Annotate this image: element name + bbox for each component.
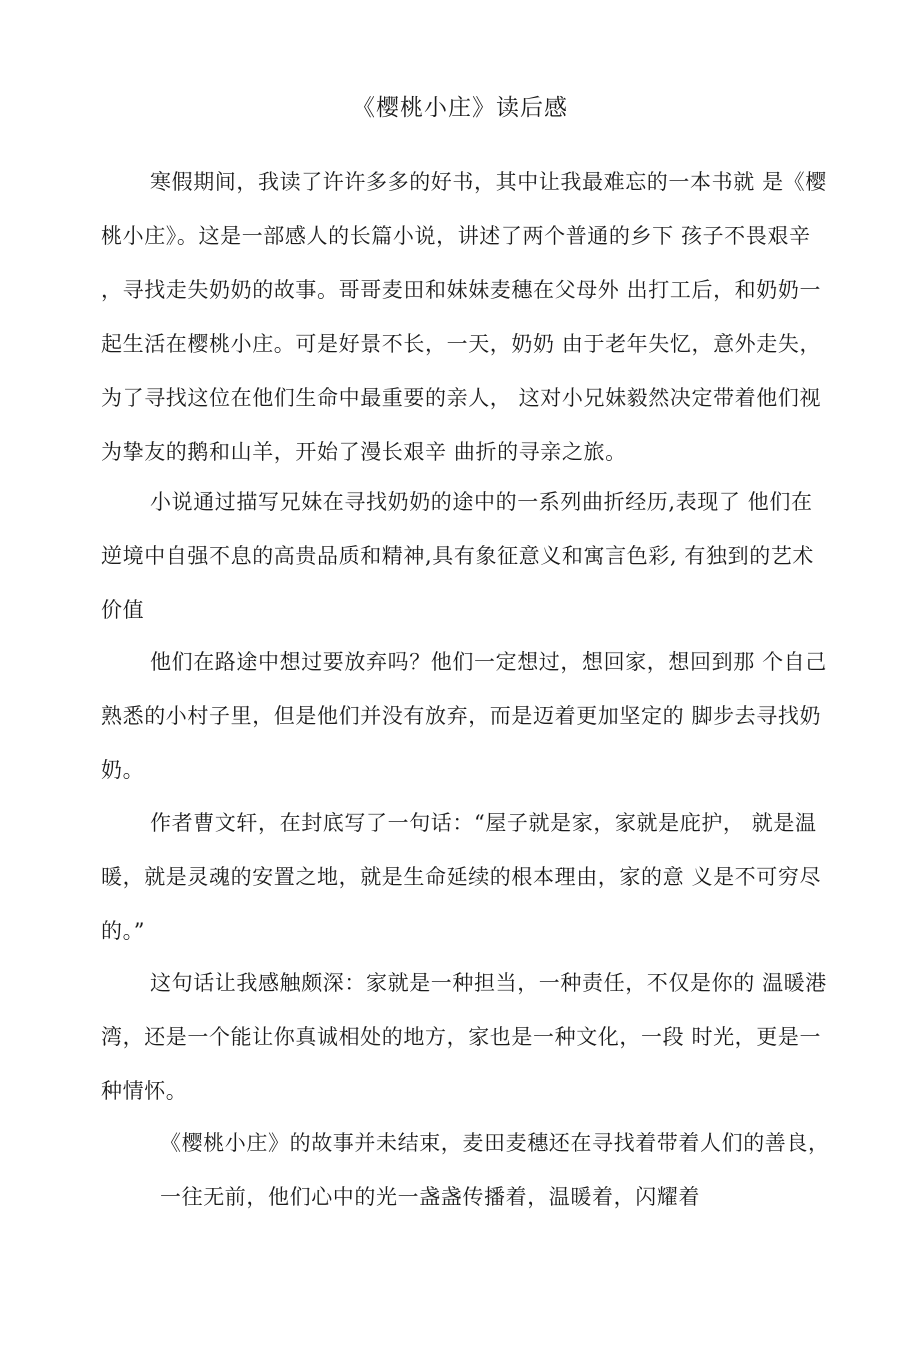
paragraph-3-line-1: 他们在路途中想过要放弃吗？他们一定想过，想回家，想回到那 个自己 (150, 650, 827, 674)
paragraph-1-line-1: 寒假期间，我读了许许多多的好书，其中让我最难忘的一本书就 是《樱 (150, 170, 827, 194)
paragraph-4-line-1: 作者曹文轩，在封底写了一句话：“屋子就是家，家就是庇护， 就是温 (150, 811, 817, 835)
paragraph-4-line-2: 暖，就是灵魂的安置之地，就是生命延续的根本理由，家的意 义是不可穷尽 (101, 865, 822, 889)
paragraph-6-line-2: 一往无前，他们心中的光一盏盏传播着，温暖着，闪耀着 (160, 1185, 700, 1209)
paragraph-4-line-3: 的。” (101, 919, 146, 943)
paragraph-2-line-1: 小说通过描写兄妹在寻找奶奶的途中的一系列曲折经历,表现了 他们在 (150, 490, 813, 514)
paragraph-6-line-1: 《樱桃小庄》的故事并未结束，麦田麦穗还在寻找着带着人们的善良， (160, 1131, 830, 1155)
paragraph-5-line-1: 这句话让我感触颇深：家就是一种担当，一种责任，不仅是你的 温暖港 (150, 971, 827, 995)
paragraph-3-line-3: 奶。 (101, 758, 145, 782)
paragraph-1-line-6: 为挚友的鹅和山羊，开始了漫长艰辛 曲折的寻亲之旅。 (101, 440, 627, 464)
paragraph-1-line-4: 起生活在樱桃小庄。可是好景不长，一天，奶奶 由于老年失忆，意外走失， (101, 332, 822, 356)
document-title: 《樱桃小庄》读后感 (352, 95, 568, 121)
paragraph-5-line-3: 种情怀。 (101, 1079, 188, 1103)
paragraph-2-line-2: 逆境中自强不息的高贵品质和精神,具有象征意义和寓言色彩, 有独到的艺术 (101, 544, 815, 568)
paragraph-1-line-3: ，寻找走失奶奶的故事。哥哥麦田和妹妹麦穗在父母外 出打工后，和奶奶一 (101, 278, 822, 302)
paragraph-5-line-2: 湾，还是一个能让你真诚相处的地方，家也是一种文化，一段 时光，更是一 (101, 1025, 822, 1049)
paragraph-1-line-2: 桃小庄》。这是一部感人的长篇小说，讲述了两个普通的乡下 孩子不畏艰辛 (101, 224, 811, 248)
paragraph-2-line-3: 价值 (101, 598, 145, 622)
paragraph-3-line-2: 熟悉的小村子里，但是他们并没有放弃，而是迈着更加坚定的 脚步去寻找奶 (101, 704, 822, 728)
paragraph-1-line-5: 为了寻找这位在他们生命中最重要的亲人， 这对小兄妹毅然决定带着他们视 (101, 386, 822, 410)
